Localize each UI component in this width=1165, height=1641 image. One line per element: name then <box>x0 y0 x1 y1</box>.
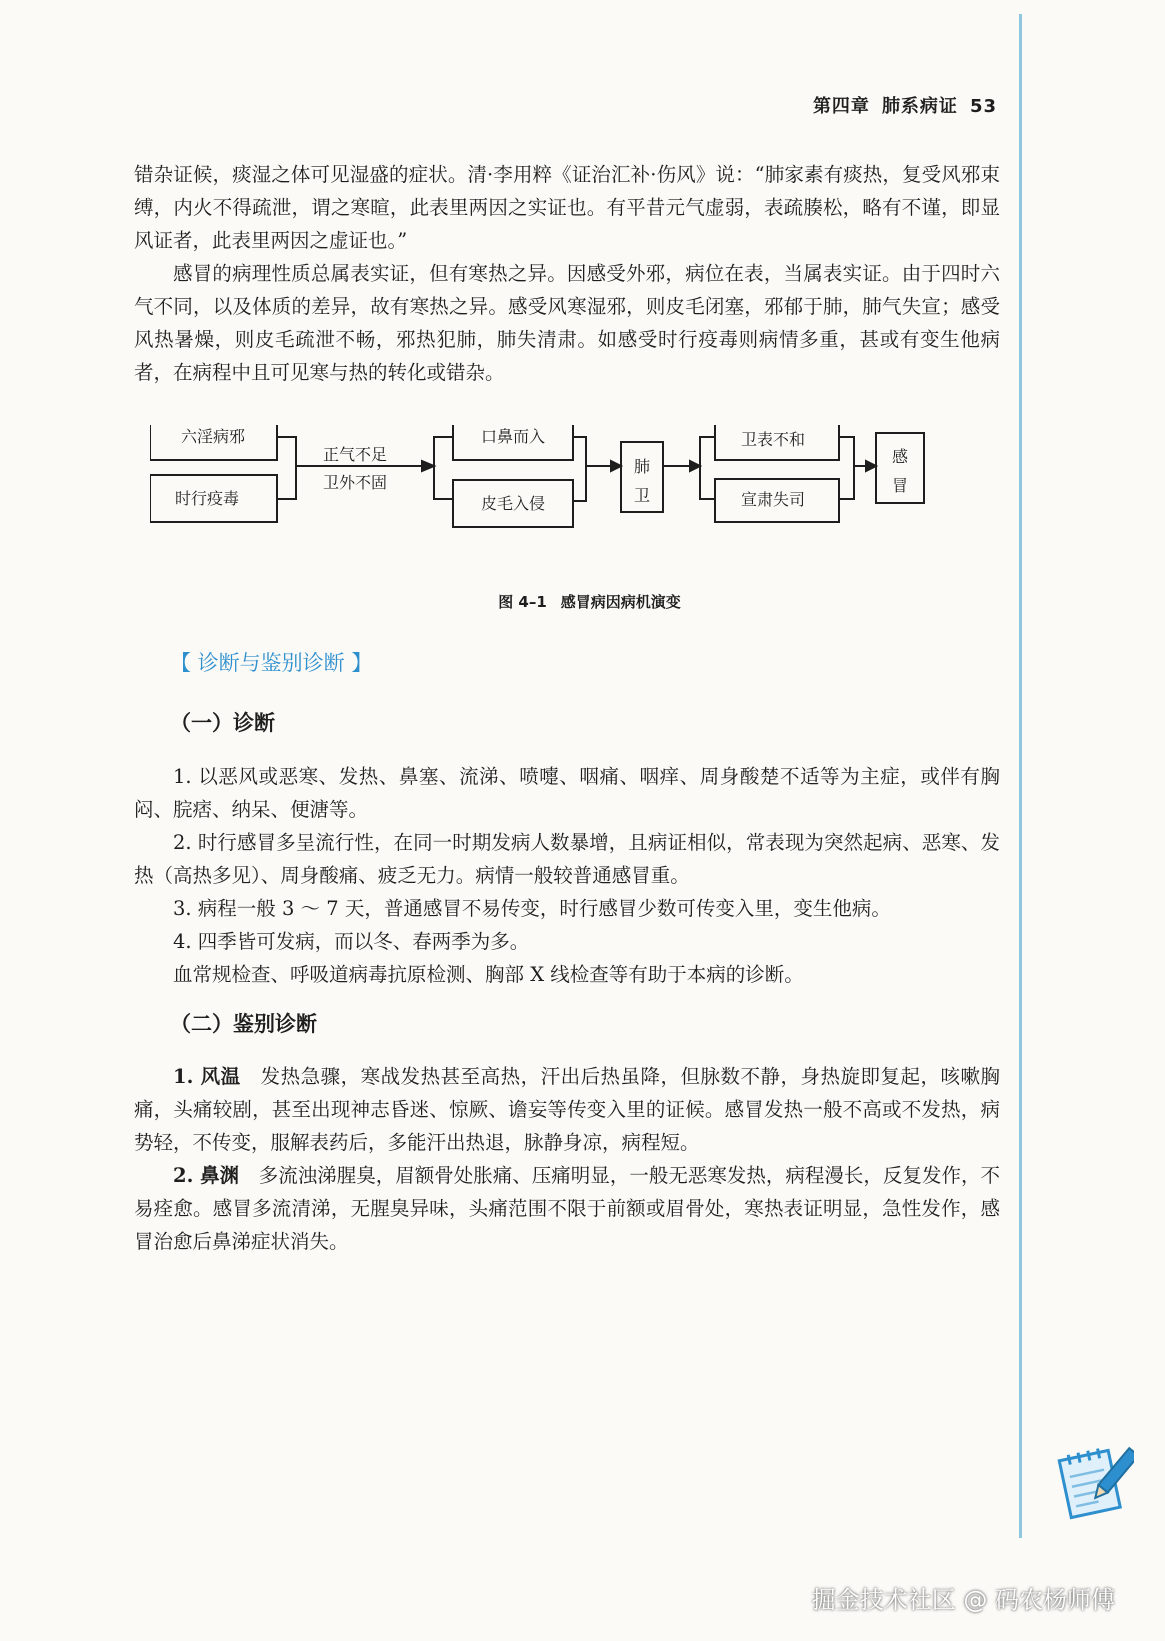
differential-item-2 <box>134 1159 1000 1258</box>
bracket-effects-left <box>700 437 715 499</box>
arrow-head-3 <box>690 461 700 471</box>
diagram-cause-2: 时行疫毒 <box>174 489 240 508</box>
differential-list <box>134 1060 1000 1258</box>
notepad-pencil-icon <box>1054 1440 1134 1520</box>
section-label: 肺系病证 <box>881 96 958 117</box>
arrow-head-1 <box>422 461 434 471</box>
diagnosis-item-3: 3. 病程一般 3 ～ 7 天，普通感冒不易传变，时行感冒少数可传变入里，变生他病。 <box>173 897 891 920</box>
diagram-route-1: 口鼻而入 <box>480 427 546 446</box>
diagram-organ-1: 肺 <box>633 457 651 476</box>
diagram-condition-2: 卫外不固 <box>322 473 388 492</box>
diagnosis-item-2: 2. 时行感冒多呈流行性，在同一时期发病人数暴增，且病证相似，常表现为突然起病、恶寒、发热（高热多见）、周身酸痛、疲乏无力。病情一般较普通感冒重。 <box>134 831 1000 887</box>
diagram-route-2: 皮毛入侵 <box>480 494 546 513</box>
figure-caption <box>0 591 1165 612</box>
intro-text <box>134 158 1000 389</box>
paragraph-1: 错杂证候，痰湿之体可见湿盛的症状。清·李用粹《证治汇补·伤风》说：“肺家素有痰热，复受风邪束缚，内火不得疏泄，谓之寒暄，此表里两因之实证也。有平昔元气虚弱，表疏腠松，略有不谨，即显风证者，此表里两因之虚证也。” <box>134 163 1000 252</box>
diagnosis-item-4: 4. 四季皆可发病，而以冬、春两季为多。 <box>173 930 530 953</box>
diagnosis-heading: （一）诊断 <box>170 710 275 735</box>
running-head <box>801 92 997 118</box>
differential-text-2: 多流浊涕腥臭，眉额骨处胀痛、压痛明显，一般无恶寒发热，病程漫长，反复发作，不易痊愈。感冒多流清涕，无腥臭异味，头痛范围不限于前额或眉骨处，寒热表证明显，急性发作，感冒治愈后鼻涕症状消失。 <box>134 1164 1000 1253</box>
diagram-result-1: 感 <box>891 447 909 466</box>
chapter-label: 第四章 <box>812 96 870 117</box>
diagram-result-2: 冒 <box>891 476 909 495</box>
diagram-organ-2: 卫 <box>633 486 651 505</box>
section-title: 【 诊断与鉴别诊断 】 <box>170 651 373 675</box>
bracket-routes-left <box>434 437 453 499</box>
margin-rule <box>1019 14 1022 1538</box>
differential-heading: （二）鉴别诊断 <box>170 1011 317 1036</box>
term-bi-yuan: 2. 鼻渊 <box>173 1164 240 1187</box>
diagram-condition-1: 正气不足 <box>322 445 388 464</box>
diagram-effect-1: 卫表不和 <box>740 430 806 449</box>
term-feng-wen: 1. 风温 <box>173 1065 241 1088</box>
diagnosis-note: 血常规检查、呼吸道病毒抗原检测、胸部 X 线检查等有助于本病的诊断。 <box>173 963 804 986</box>
page-number: 53 <box>969 96 997 117</box>
diagnosis-list <box>134 760 1000 991</box>
pathogenesis-diagram <box>150 425 980 560</box>
bracket-causes <box>277 437 296 499</box>
differential-item-1 <box>134 1060 1000 1159</box>
differential-text-1: 发热急骤，寒战发热甚至高热，汗出后热虽降，但脉数不静，身热旋即复起，咳嗽胸痛，头痛较剧，甚至出现神志昏迷、惊厥、谵妄等传变入里的证候。感冒发热一般不高或不发热，病势轻，不传变，服解表药后，多能汗出热退，脉静身凉，病程短。 <box>134 1065 1000 1154</box>
diagnosis-item-1: 1. 以恶风或恶寒、发热、鼻塞、流涕、喷嚏、咽痛、咽痒、周身酸楚不适等为主症，或伴有胸闷、脘痞、纳呆、便溏等。 <box>134 765 1000 821</box>
arrow-head-2 <box>611 461 621 471</box>
arrow-head-4 <box>866 461 876 471</box>
figure-title: 感冒病因病机演变 <box>560 593 681 611</box>
figure-label: 图 4–1 <box>498 593 547 611</box>
diagram-cause-1: 六淫病邪 <box>180 427 246 446</box>
bracket-routes-right <box>573 437 586 501</box>
bracket-effects-right <box>839 437 854 499</box>
diagram-effect-2: 宣肃失司 <box>740 490 806 509</box>
paragraph-2: 感冒的病理性质总属表实证，但有寒热之异。因感受外邪，病位在表，当属表实证。由于四时六气不同，以及体质的差异，故有寒热之异。感受风寒湿邪，则皮毛闭塞，邪郁于肺，肺气失宣；感受风热暑燥，则皮毛疏泄不畅，邪热犯肺，肺失清肃。如感受时行疫毒则病情多重，甚或有变生他病者，在病程中且可见寒与热的转化或错杂。 <box>134 262 1000 384</box>
watermark: 掘金技术社区 @ 码农杨师傅 <box>811 1586 1115 1614</box>
